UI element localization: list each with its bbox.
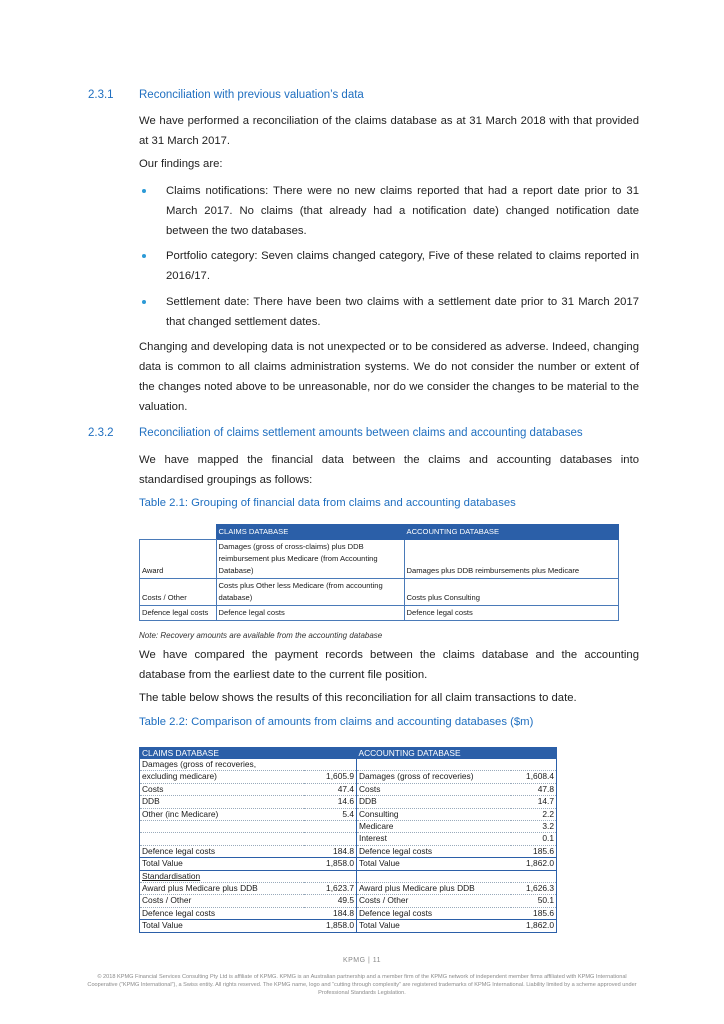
claims-label: Damages (gross of recoveries, [140, 759, 305, 771]
accounting-value: 3.2 [511, 821, 557, 833]
claims-value [304, 833, 357, 845]
bullet-text: Claims notifications: There were no new claims reported that had a report date prior to 31 March 2017. No claims (that already had a notification date) changed notification date between the two databases. [166, 185, 639, 237]
table-caption: Table 2.2: Comparison of amounts from claims and accounting databases ($m) [139, 716, 534, 728]
paragraph: Changing and developing data is not unexpected or to be considered as adverse. Indeed, changing data is common to all claims administration systems. We do not consider the number or extent of the changes noted above to be unreasonable, nor do we consider the changes to be material to the valuation. [139, 341, 639, 413]
claims-cell: Damages (gross of cross-claims) plus DDB reimbursement plus Medicare (from Accounting Database) [216, 540, 404, 579]
accounting-value [511, 759, 557, 771]
claims-value: 184.8 [304, 845, 357, 857]
accounting-value: 1,862.0 [511, 858, 557, 870]
bullet-item [139, 181, 639, 241]
claims-value: 1,623.7 [304, 883, 357, 895]
accounting-label: Medicare [357, 821, 512, 833]
accounting-label: Damages (gross of recoveries) [357, 771, 512, 783]
section-number: 2.3.2 [88, 427, 114, 439]
accounting-cell: Defence legal costs [404, 606, 619, 621]
paragraph: The table below shows the results of this reconciliation for all claim transactions to date. [139, 692, 577, 704]
claims-cell: Defence legal costs [216, 606, 404, 621]
section-heading-2-3-2 [88, 427, 583, 439]
table-row [140, 895, 557, 907]
claims-value: 1,858.0 [304, 858, 357, 870]
standardisation-row [140, 870, 557, 882]
total-row [140, 920, 557, 932]
claims-label: Defence legal costs [140, 845, 305, 857]
empty-cell [357, 870, 512, 882]
accounting-value: 2.2 [511, 808, 557, 820]
accounting-value: 47.8 [511, 783, 557, 795]
section-title: Reconciliation with previous valuation’s data [139, 89, 364, 101]
section-number: 2.3.1 [88, 89, 114, 101]
claims-label [140, 821, 305, 833]
accounting-cell: Costs plus Consulting [404, 579, 619, 606]
table-row [140, 579, 619, 606]
header-claims: CLAIMS DATABASE [216, 525, 404, 540]
header-claims: CLAIMS DATABASE [140, 748, 357, 760]
bullet-dot-icon [142, 189, 146, 193]
row-label: Costs / Other [140, 579, 217, 606]
table-header-row [140, 748, 557, 760]
claims-value: 47.4 [304, 783, 357, 795]
total-row [140, 858, 557, 870]
empty-cell [304, 870, 357, 882]
claims-value: 5.4 [304, 808, 357, 820]
claims-label: excluding medicare) [140, 771, 305, 783]
table-row [140, 845, 557, 857]
claims-label: Total Value [140, 858, 305, 870]
table-row [140, 771, 557, 783]
accounting-value: 14.7 [511, 796, 557, 808]
paragraph: Our findings are: [139, 158, 223, 170]
claims-label: Total Value [140, 920, 305, 932]
accounting-value: 1,608.4 [511, 771, 557, 783]
accounting-cell: Damages plus DDB reimbursements plus Medicare [404, 540, 619, 579]
accounting-value: 1,862.0 [511, 920, 557, 932]
accounting-label: Interest [357, 833, 512, 845]
table-row [140, 783, 557, 795]
claims-cell: Costs plus Other less Medicare (from accounting database) [216, 579, 404, 606]
table-row [140, 796, 557, 808]
header-blank [140, 525, 217, 540]
claims-value [304, 759, 357, 771]
accounting-value: 50.1 [511, 895, 557, 907]
claims-label: Other (inc Medicare) [140, 808, 305, 820]
table-row [140, 833, 557, 845]
accounting-value: 185.6 [511, 845, 557, 857]
page-number: KPMG | 11 [342, 957, 382, 964]
accounting-label: Costs / Other [357, 895, 512, 907]
bullet-item [139, 292, 639, 332]
bullet-dot-icon [142, 300, 146, 304]
section-title: Reconciliation of claims settlement amounts between claims and accounting databases [139, 427, 583, 439]
table-row [140, 759, 557, 771]
paragraph: We have compared the payment records between the claims database and the accounting database from the earliest date to the current file position. [139, 649, 639, 681]
header-accounting: ACCOUNTING DATABASE [357, 748, 557, 760]
bullet-item [139, 246, 639, 286]
paragraph: We have performed a reconciliation of the claims database as at 31 March 2018 with that provided at 31 March 2017. [139, 115, 639, 147]
paragraph: We have mapped the financial data between the claims and accounting databases into standardised groupings as follows: [139, 454, 639, 486]
accounting-value: 1,626.3 [511, 883, 557, 895]
grouping-table [139, 524, 619, 621]
accounting-label: Consulting [357, 808, 512, 820]
accounting-value: 185.6 [511, 907, 557, 919]
accounting-label [357, 759, 512, 771]
claims-value: 1,605.9 [304, 771, 357, 783]
claims-label: DDB [140, 796, 305, 808]
table-row [140, 808, 557, 820]
table-row [140, 540, 619, 579]
table-row [140, 606, 619, 621]
table-row [140, 821, 557, 833]
claims-label: Costs / Other [140, 895, 305, 907]
standardisation-label: Standardisation [140, 870, 305, 882]
claims-label: Defence legal costs [140, 907, 305, 919]
claims-value: 49.5 [304, 895, 357, 907]
accounting-label: Award plus Medicare plus DDB [357, 883, 512, 895]
claims-label: Costs [140, 783, 305, 795]
table-row [140, 883, 557, 895]
table-note: Note: Recovery amounts are available from the accounting database [139, 631, 383, 640]
claims-label: Award plus Medicare plus DDB [140, 883, 305, 895]
section-heading-2-3-1 [88, 89, 364, 101]
row-label: Award [140, 540, 217, 579]
table-caption: Table 2.1: Grouping of financial data from claims and accounting databases [139, 497, 516, 509]
accounting-label: Total Value [357, 920, 512, 932]
accounting-label: DDB [357, 796, 512, 808]
bullet-dot-icon [142, 254, 146, 258]
bullet-text: Portfolio category: Seven claims changed category, Five of these related to claims reported in 2016/17. [166, 250, 639, 282]
accounting-value: 0.1 [511, 833, 557, 845]
claims-value [304, 821, 357, 833]
table-header-row [140, 525, 619, 540]
claims-value: 14.6 [304, 796, 357, 808]
accounting-label: Total Value [357, 858, 512, 870]
accounting-label: Defence legal costs [357, 845, 512, 857]
legal-disclaimer: © 2018 KPMG Financial Services Consulting Pty Ltd is affiliate of KPMG. KPMG is an Australian partnership and a member firm of the KPMG network of independent member firms affiliated with KPMG International Cooperative (“KPMG International”), a Swiss entity. All rights reserved. The KPMG name, logo and “cutting through complexity” are registered trademarks of KPMG International. Liability limited by a scheme approved under Professional Standards Legislation. [87, 974, 637, 996]
accounting-label: Defence legal costs [357, 907, 512, 919]
accounting-label: Costs [357, 783, 512, 795]
claims-value: 184.8 [304, 907, 357, 919]
header-accounting: ACCOUNTING DATABASE [404, 525, 619, 540]
comparison-table-body [140, 759, 557, 932]
row-label: Defence legal costs [140, 606, 217, 621]
empty-cell [511, 870, 557, 882]
bullet-text: Settlement date: There have been two claims with a settlement date prior to 31 March 2017 that changed settlement dates. [166, 296, 639, 328]
comparison-table [139, 747, 557, 933]
claims-label [140, 833, 305, 845]
table-row [140, 907, 557, 919]
claims-value: 1,858.0 [304, 920, 357, 932]
